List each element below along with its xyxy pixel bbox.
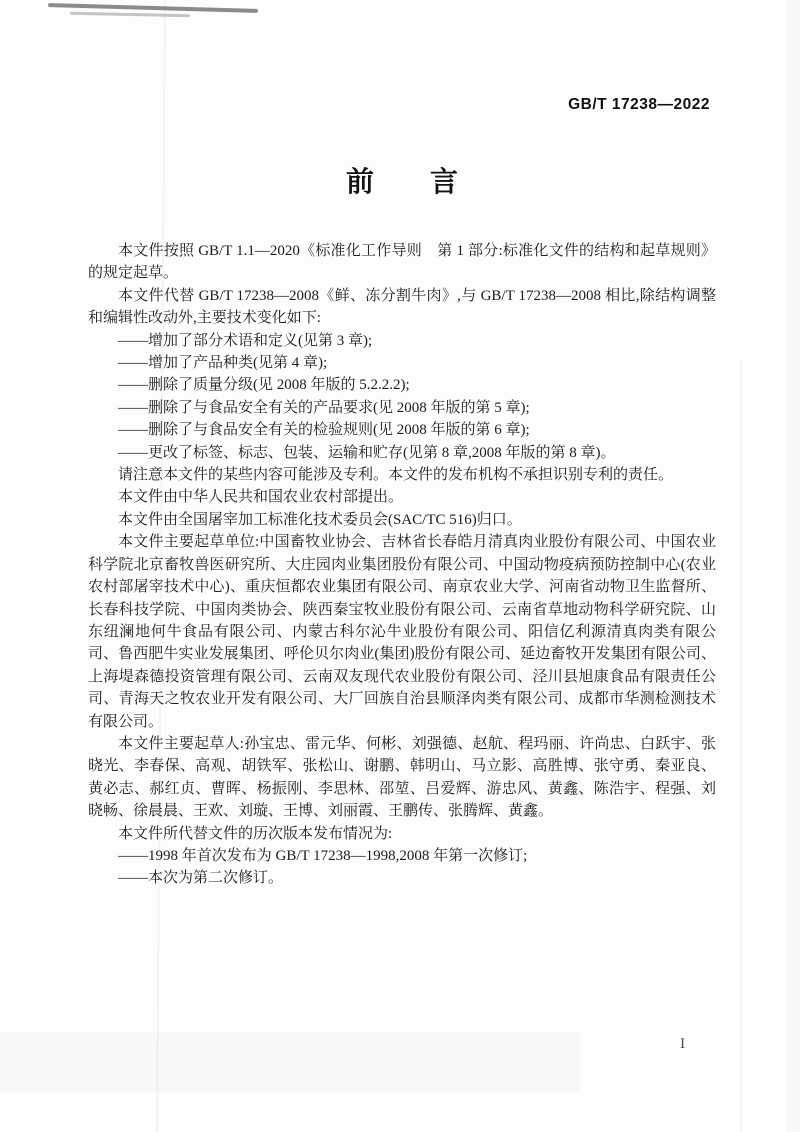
paragraph-patent-notice: 请注意本文件的某些内容可能涉及专利。本文件的发布机构不承担识别专利的责任。 bbox=[118, 467, 674, 484]
scan-edge-shade bbox=[786, 0, 800, 1132]
scan-fold-line bbox=[740, 360, 742, 1132]
paragraph-drafting-basis: 本文件按照 GB/T 1.1—2020《标准化工作导则 第 1 部分:标准化文件的结构和起草规则》的规定起草。 bbox=[88, 243, 716, 282]
change-item: ——增加了部分术语和定义(见第 3 章); bbox=[118, 332, 373, 349]
foreword-title: 前 言 bbox=[345, 166, 458, 197]
change-item: ——删除了与食品安全有关的检验规则(见 2008 年版的第 6 章); bbox=[118, 422, 530, 439]
paragraph-history-intro: 本文件所代替文件的历次版本发布情况为: bbox=[118, 825, 393, 842]
paragraph-drafters: 本文件主要起草人:孙宝忠、雷元华、何彬、刘强德、赵航、程玛丽、许尚忠、白跃宇、张晓光、李春保、高观、胡铁军、张松山、谢鹏、韩明山、马立影、高胜博、张守勇、秦亚良、黄必志、郝红贞、曹晖、杨振刚、李思林、邵堃、吕爱辉、游忠风、黄鑫、陈浩宇、程强、刘晓畅、徐晨晨、王欢、刘璇、王博、刘丽霞、王鹏传、张腾辉、黄鑫。 bbox=[88, 735, 716, 820]
page-content bbox=[88, 96, 716, 890]
foreword-body bbox=[88, 240, 716, 890]
scan-smudge-artifact bbox=[70, 12, 190, 18]
scan-smudge-artifact bbox=[48, 3, 258, 13]
history-item: ——1998 年首次发布为 GB/T 17238—1998,2008 年第一次修订; bbox=[118, 847, 528, 864]
paragraph-proposed-by: 本文件由中华人民共和国农业农村部提出。 bbox=[118, 489, 404, 506]
paragraph-centralized-by: 本文件由全国屠宰加工标准化技术委员会(SAC/TC 516)归口。 bbox=[118, 511, 522, 528]
change-item: ——增加了产品种类(见第 4 章); bbox=[118, 355, 328, 372]
standard-code: GB/T 17238—2022 bbox=[568, 96, 710, 113]
scan-shadow-band bbox=[0, 1032, 580, 1092]
change-item: ——删除了与食品安全有关的产品要求(见 2008 年版的第 5 章); bbox=[118, 399, 530, 416]
history-item: ——本次为第二次修订。 bbox=[118, 870, 284, 887]
page-number: Ⅰ bbox=[680, 1036, 686, 1051]
change-item: ——更改了标签、标志、包装、运输和贮存(见第 8 章,2008 年版的第 8 章)。 bbox=[118, 444, 616, 461]
paragraph-replacement-statement: 本文件代替 GB/T 17238—2008《鲜、冻分割牛肉》,与 GB/T 17238—2008 相比,除结构调整和编辑性改动外,主要技术变化如下: bbox=[88, 287, 716, 327]
paragraph-drafting-organizations: 本文件主要起草单位:中国畜牧业协会、吉林省长春皓月清真肉业股份有限公司、中国农业科学院北京畜牧兽医研究所、大庄园肉业集团股份有限公司、中国动物疫病预防控制中心(农业农村部屠宰技术中心)、重庆恒都农业集团有限公司、南京农业大学、河南省动物卫生监督所、长春科技学院、中国肉类协会、陕西秦宝牧业股份有限公司、云南省草地动物科学研究院、山东纽澜地何牛食品有限公司、内蒙古科尔沁牛业股份有限公司、阳信亿利源清真肉类有限公司、鲁西肥牛实业发展集团、呼伦贝尔肉业(集团)股份有限公司、延边畜牧开发集团有限公司、上海堤森德投资管理有限公司、云南双友现代农业股份有限公司、泾川县旭康食品有限责任公司、青海天之牧农业开发有限公司、大厂回族自治县顺泽肉类有限公司、成都市华测检测技术有限公司。 bbox=[88, 534, 716, 730]
change-item: ——删除了质量分级(见 2008 年版的 5.2.2.2); bbox=[118, 377, 410, 394]
